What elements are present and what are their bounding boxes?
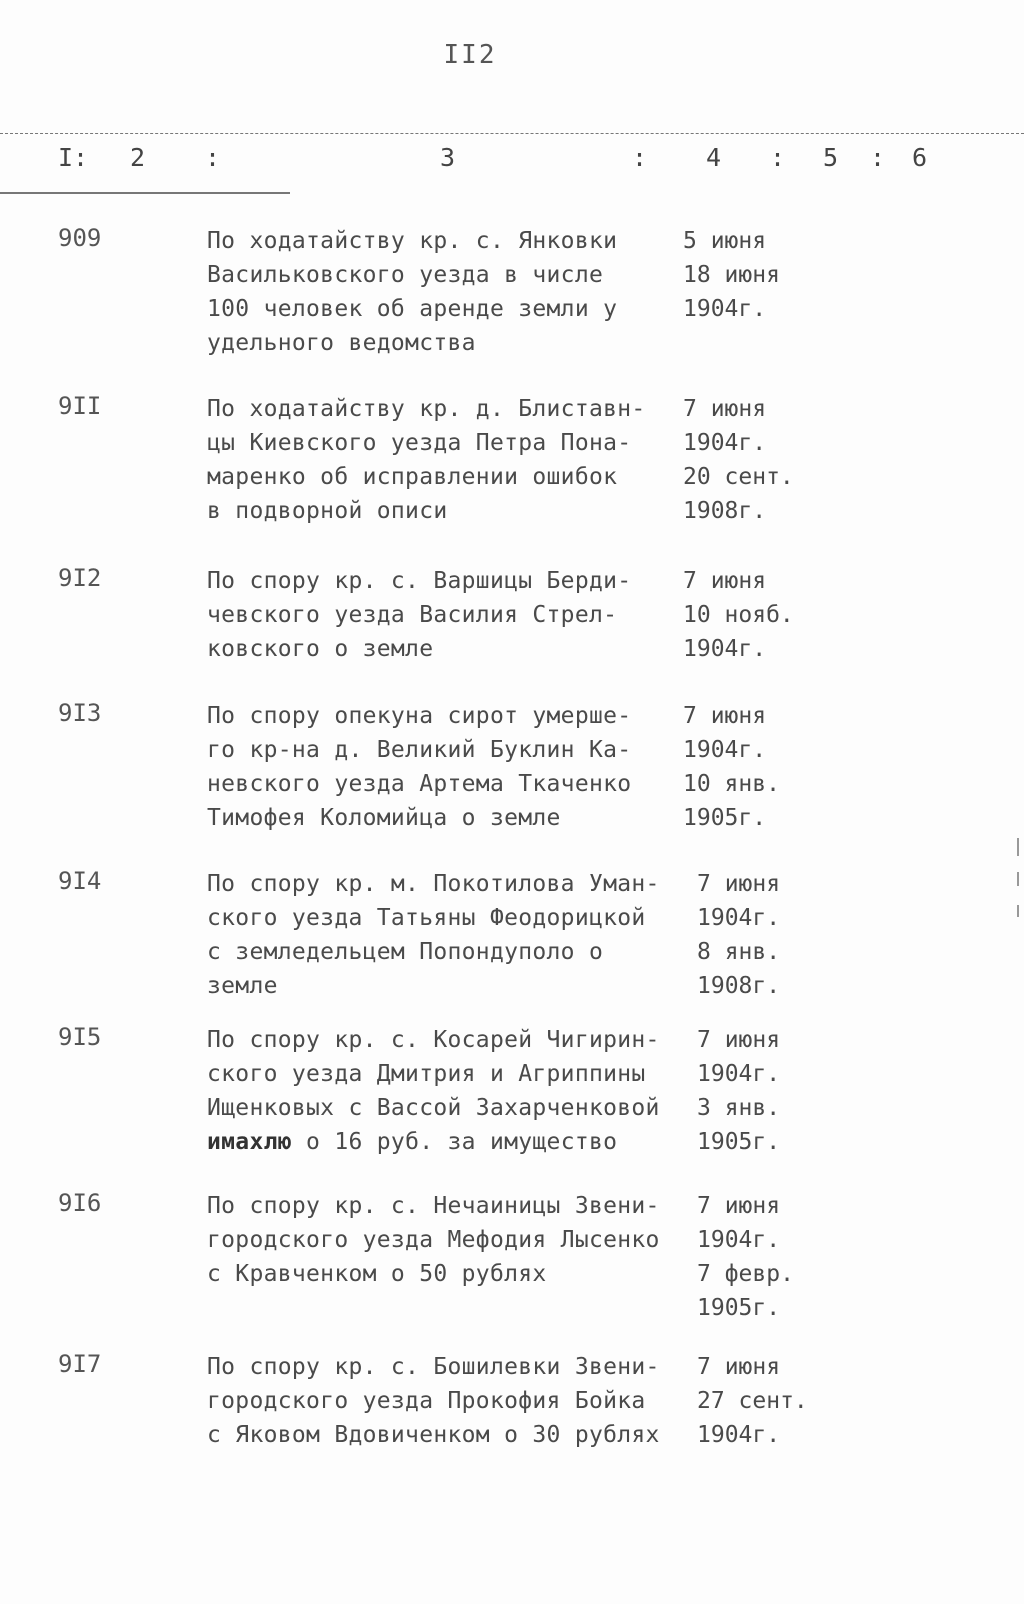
entry-text-line: Тимофея Коломийца о земле [207,805,561,831]
entry-date: 8 янв. [697,939,781,965]
header-rule-bottom [0,192,290,194]
entry-date: 1904г. [697,1061,781,1087]
entry-description [207,699,687,835]
column-header-5: 5 [823,143,839,172]
entry-date: 7 июня [697,1027,781,1053]
scan-edge-mark [1017,905,1019,917]
entry-text-line: Васильковского уезда в числе [207,262,604,288]
entry-dates [683,392,833,528]
entry-number: 9I6 [58,1189,102,1217]
entry-number: 9I3 [58,699,102,727]
entry-dates [697,867,847,1003]
entry-date: 27 сент. [697,1388,808,1414]
entry-date: 1908г. [683,498,767,524]
entry-text-line: с Кравченком о 50 рублях [207,1261,547,1287]
entry-text-line: По спору кр. с. Бошилевки Звени- [207,1354,660,1380]
entry-text-line: ского уезда Татьяны Феодорицкой [207,905,646,931]
entry-text-line: го кр-на д. Великий Буклин Ка- [207,737,632,763]
entry-date: 7 июня [697,1193,781,1219]
entry-number: 909 [58,224,102,252]
entry-dates [697,1350,847,1452]
entry-text-line: По спору кр. с. Косарей Чигирин- [207,1027,660,1053]
entry-number: 9I7 [58,1350,102,1378]
entry-description [207,1189,687,1291]
column-header-6: 6 [912,143,928,172]
entry-text-line: земле [207,973,278,999]
entry-date: 1904г. [683,430,767,456]
column-separator: : [870,143,886,172]
entry-text-line: чевского уезда Василия Стрел- [207,602,618,628]
entry-text-line: цы Киевского уезда Петра Пона- [207,430,632,456]
entry-date: 1904г. [683,296,767,322]
entry-date: 1905г. [697,1129,781,1155]
entry-number: 9I4 [58,867,102,895]
entry-description [207,564,687,666]
entry-text-line: По ходатайству кр. с. Янковки [207,228,618,254]
entry-date: 7 июня [683,703,767,729]
entry-date: 20 сент. [683,464,794,490]
column-separator: : [205,143,221,172]
struck-out-text: имахлю [207,1129,292,1155]
entry-description [207,392,687,528]
column-header-3: 3 [440,143,456,172]
entry-date: 7 июня [697,1354,781,1380]
entry-text-fragment: о 16 руб. за имущество [306,1129,618,1155]
entry-dates [683,564,833,666]
entry-date: 1905г. [697,1295,781,1321]
entry-text-line: маренко об исправлении ошибок [207,464,618,490]
scan-edge-mark [1017,872,1019,886]
entry-dates [697,1023,847,1159]
column-separator: : [632,143,648,172]
entry-date: 1904г. [683,636,767,662]
scan-edge-mark [1017,838,1019,856]
entry-text-line: с Яковом Вдовиченком о 30 рублях [207,1422,660,1448]
entry-text-line: Ищенковых с Вассой Захарченковой [207,1095,660,1121]
entry-description [207,1350,687,1452]
entry-text-line: ковского о земле [207,636,434,662]
entry-text-line: городского уезда Мефодия Лысенко [207,1227,660,1253]
header-rule-top [0,133,1024,134]
entry-text-line: По ходатайству кр. д. Блиставн- [207,396,646,422]
entry-dates [683,224,833,326]
entry-date: 1904г. [683,737,767,763]
entry-date: 5 июня [683,228,767,254]
entry-date: 1904г. [697,1227,781,1253]
column-header-1: I: [58,143,89,172]
entry-number: 9II [58,392,102,420]
entry-date: 3 янв. [697,1095,781,1121]
entry-number: 9I5 [58,1023,102,1051]
entry-description [207,1023,687,1159]
entry-text-line: По спору кр. м. Покотилова Уман- [207,871,660,897]
entry-text-line: По спору кр. с. Варшицы Берди- [207,568,632,594]
entry-text-line: ского уезда Дмитрия и Агриппины [207,1061,646,1087]
entry-date: 7 июня [697,871,781,897]
page-number: II2 [443,40,497,70]
entry-date: 7 июня [683,396,767,422]
entry-dates [697,1189,847,1325]
entry-date: 7 февр. [697,1261,794,1287]
column-header-4: 4 [706,143,722,172]
entry-date: 1908г. [697,973,781,999]
entry-description [207,224,687,360]
entry-text-line: городского уезда Прокофия Бойка [207,1388,646,1414]
entry-text-line: По спору опекуна сирот умерше- [207,703,632,729]
entry-text-line: в подворной описи [207,498,448,524]
entry-number: 9I2 [58,564,102,592]
entry-date: 1904г. [697,905,781,931]
entry-date: 18 июня [683,262,780,288]
column-header-2: 2 [130,143,146,172]
entry-date: 1904г. [697,1422,781,1448]
entry-text-line [207,1125,687,1159]
entry-description [207,867,687,1003]
entry-text-line: с земледельцем Попондуполо о [207,939,604,965]
entry-text-line: По спору кр. с. Нечаиницы Звени- [207,1193,660,1219]
entry-text-line: удельного ведомства [207,330,476,356]
entry-dates [683,699,833,835]
entry-date: 1905г. [683,805,767,831]
entry-text-line: 100 человек об аренде земли у [207,296,618,322]
column-separator: : [770,143,786,172]
entry-date: 7 июня [683,568,767,594]
entry-date: 10 нояб. [683,602,794,628]
entry-date: 10 янв. [683,771,780,797]
entry-text-line: невского уезда Артема Ткаченко [207,771,632,797]
